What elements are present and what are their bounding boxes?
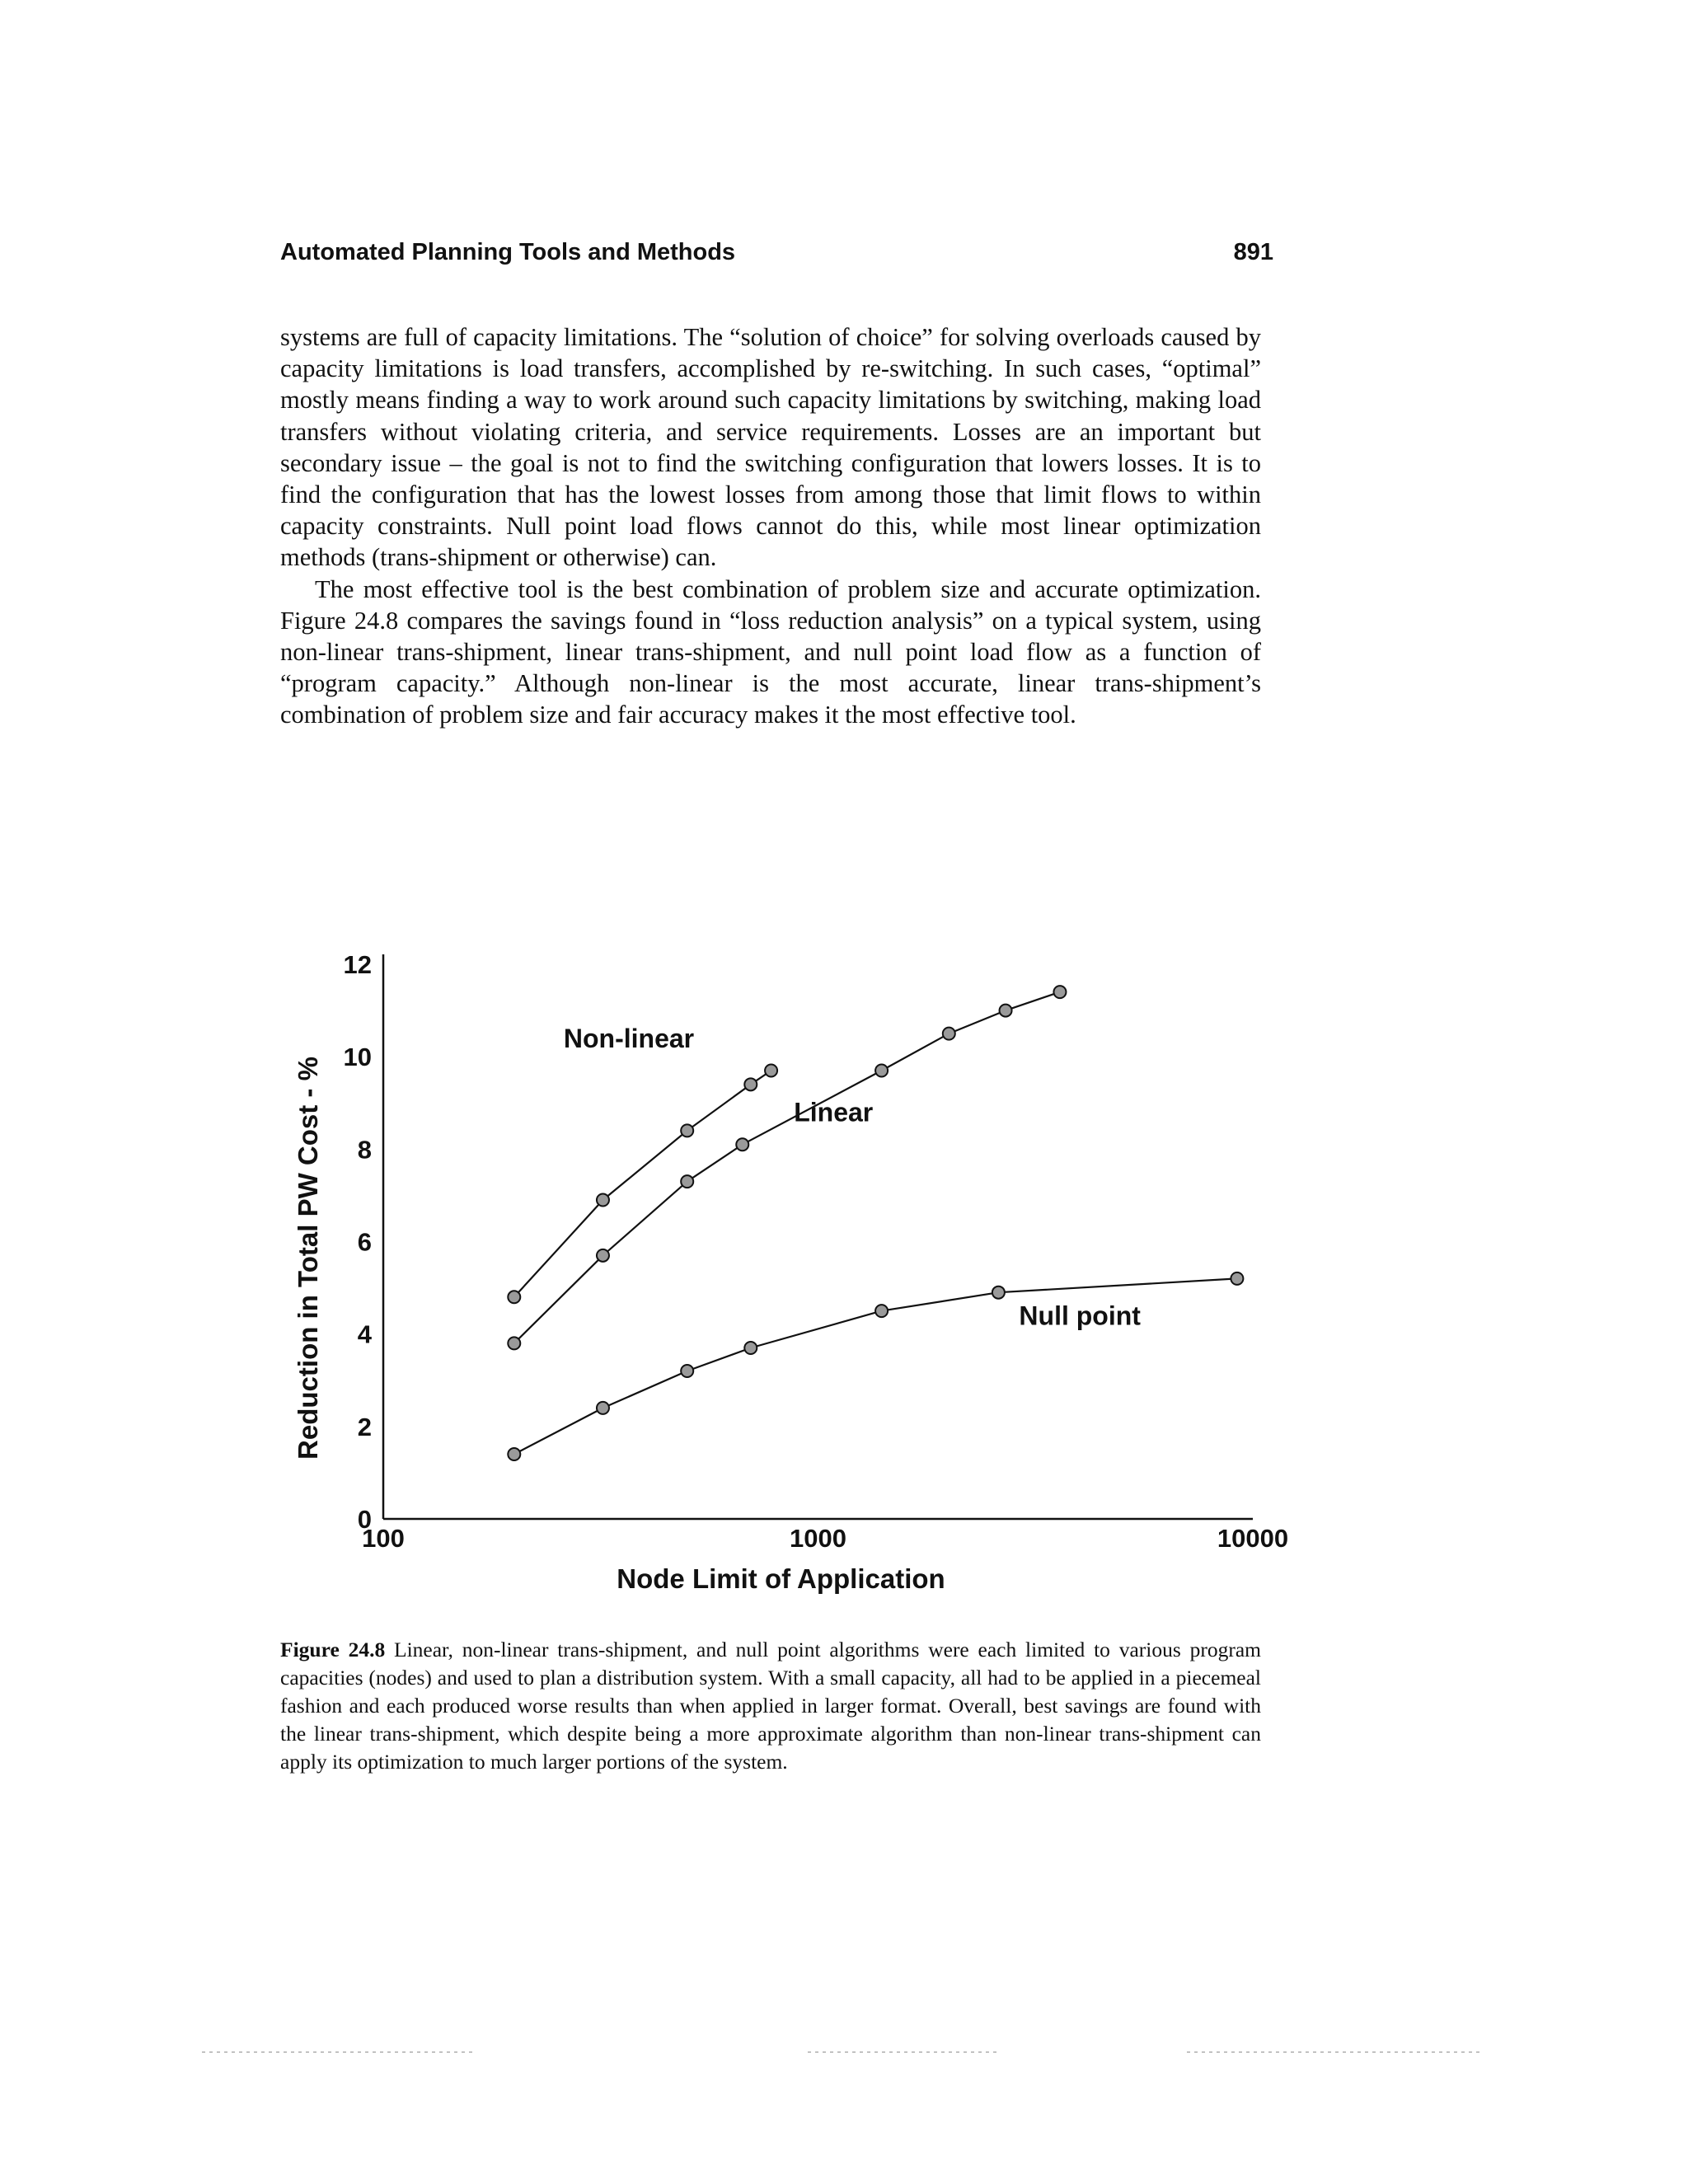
series-label-linear: Linear <box>794 1097 874 1127</box>
figure-caption <box>280 1636 1261 1776</box>
body-text <box>280 321 1261 731</box>
chart-labels <box>293 950 1288 1594</box>
series-line-non-linear <box>514 1071 771 1297</box>
data-point-linear <box>508 1337 520 1349</box>
chart-series <box>508 986 1243 1460</box>
data-point-non-linear <box>597 1194 609 1207</box>
data-point-linear <box>681 1175 693 1188</box>
data-point-null-point <box>992 1286 1005 1299</box>
x-tick-label: 1000 <box>790 1524 846 1553</box>
y-tick-label: 4 <box>357 1319 372 1349</box>
caption-label: Figure 24.8 <box>280 1638 386 1661</box>
page-number: 891 <box>1233 239 1273 265</box>
data-point-non-linear <box>508 1291 520 1303</box>
caption-text: Linear, non-linear trans-shipment, and null point algorithms were each limited to various program capacities (nodes) and used to plan a distribution system. With a small capacity, all had to be applied in a piecemeal fashion and each produced worse results than when applied in larger format. Overall, best savings are found with the linear trans-shipment, which despite being a more approximate algorithm than non-linear trans-shipment can apply its optimization to much larger portions of the system. <box>280 1638 1261 1774</box>
y-tick-label: 2 <box>357 1412 372 1441</box>
paragraph-2: The most effective tool is the best combination of problem size and accurate optimization. Figure 24.8 compares the savings found in “loss reduction analysis” on a typical system, using non-linear trans-shipment, linear trans-shipment, and null point load flow as a function of “program capacity.” Although non-linear is the most accurate, linear trans-shipment’s combination of problem size and fair accuracy makes it the most effective tool. <box>280 574 1261 729</box>
chart-axes <box>383 954 1253 1519</box>
data-point-null-point <box>744 1342 757 1354</box>
figure-24-8-chart <box>280 948 1302 1599</box>
data-point-linear <box>943 1028 955 1040</box>
data-point-linear <box>1053 986 1066 998</box>
x-tick-label: 10000 <box>1217 1524 1289 1553</box>
running-title: Automated Planning Tools and Methods <box>280 239 736 265</box>
data-point-linear <box>1000 1005 1012 1017</box>
data-point-non-linear <box>681 1124 693 1137</box>
y-tick-label: 0 <box>357 1505 372 1534</box>
data-point-null-point <box>875 1305 888 1317</box>
y-tick-label: 6 <box>357 1227 372 1257</box>
y-tick-label: 8 <box>357 1135 372 1165</box>
series-label-non-linear: Non-linear <box>563 1023 695 1053</box>
y-tick-label: 12 <box>343 950 372 979</box>
y-tick-label: 10 <box>343 1043 372 1072</box>
data-point-linear <box>597 1249 609 1262</box>
data-point-linear <box>736 1138 748 1151</box>
data-point-null-point <box>597 1402 609 1414</box>
paragraph-1: systems are full of capacity limitations. The “solution of choice” for solving overloads caused by capacity limitations is load transfers, accomplished by re-switching. In such cases, “optimal” mostly means finding a way to work around such capacity limitations by switching, making load transfers without violating criteria, and service requirements. Losses are an important but secondary issue – the goal is not to find the switching configuration that lowers losses. It is to find the configuration that has the lowest losses from among those that limit flows to within capacity constraints. Null point load flows cannot do this, while most linear optimization methods (trans-shipment or otherwise) can. <box>280 323 1261 572</box>
data-point-non-linear <box>744 1078 757 1090</box>
data-point-null-point <box>681 1365 693 1377</box>
x-tick-label: 100 <box>362 1524 405 1553</box>
series-label-null-point: Null point <box>1019 1301 1141 1331</box>
scan-artifact-left <box>202 2051 474 2053</box>
scan-artifact-mid <box>808 2051 997 2053</box>
x-axis-label: Node Limit of Application <box>617 1563 945 1594</box>
scan-artifact-right <box>1187 2051 1484 2053</box>
running-header <box>280 239 1273 266</box>
data-point-linear <box>875 1064 888 1076</box>
data-point-null-point <box>508 1448 520 1460</box>
data-point-non-linear <box>765 1064 777 1076</box>
y-axis-label: Reduction in Total PW Cost - % <box>293 1057 323 1460</box>
data-point-null-point <box>1231 1272 1243 1285</box>
